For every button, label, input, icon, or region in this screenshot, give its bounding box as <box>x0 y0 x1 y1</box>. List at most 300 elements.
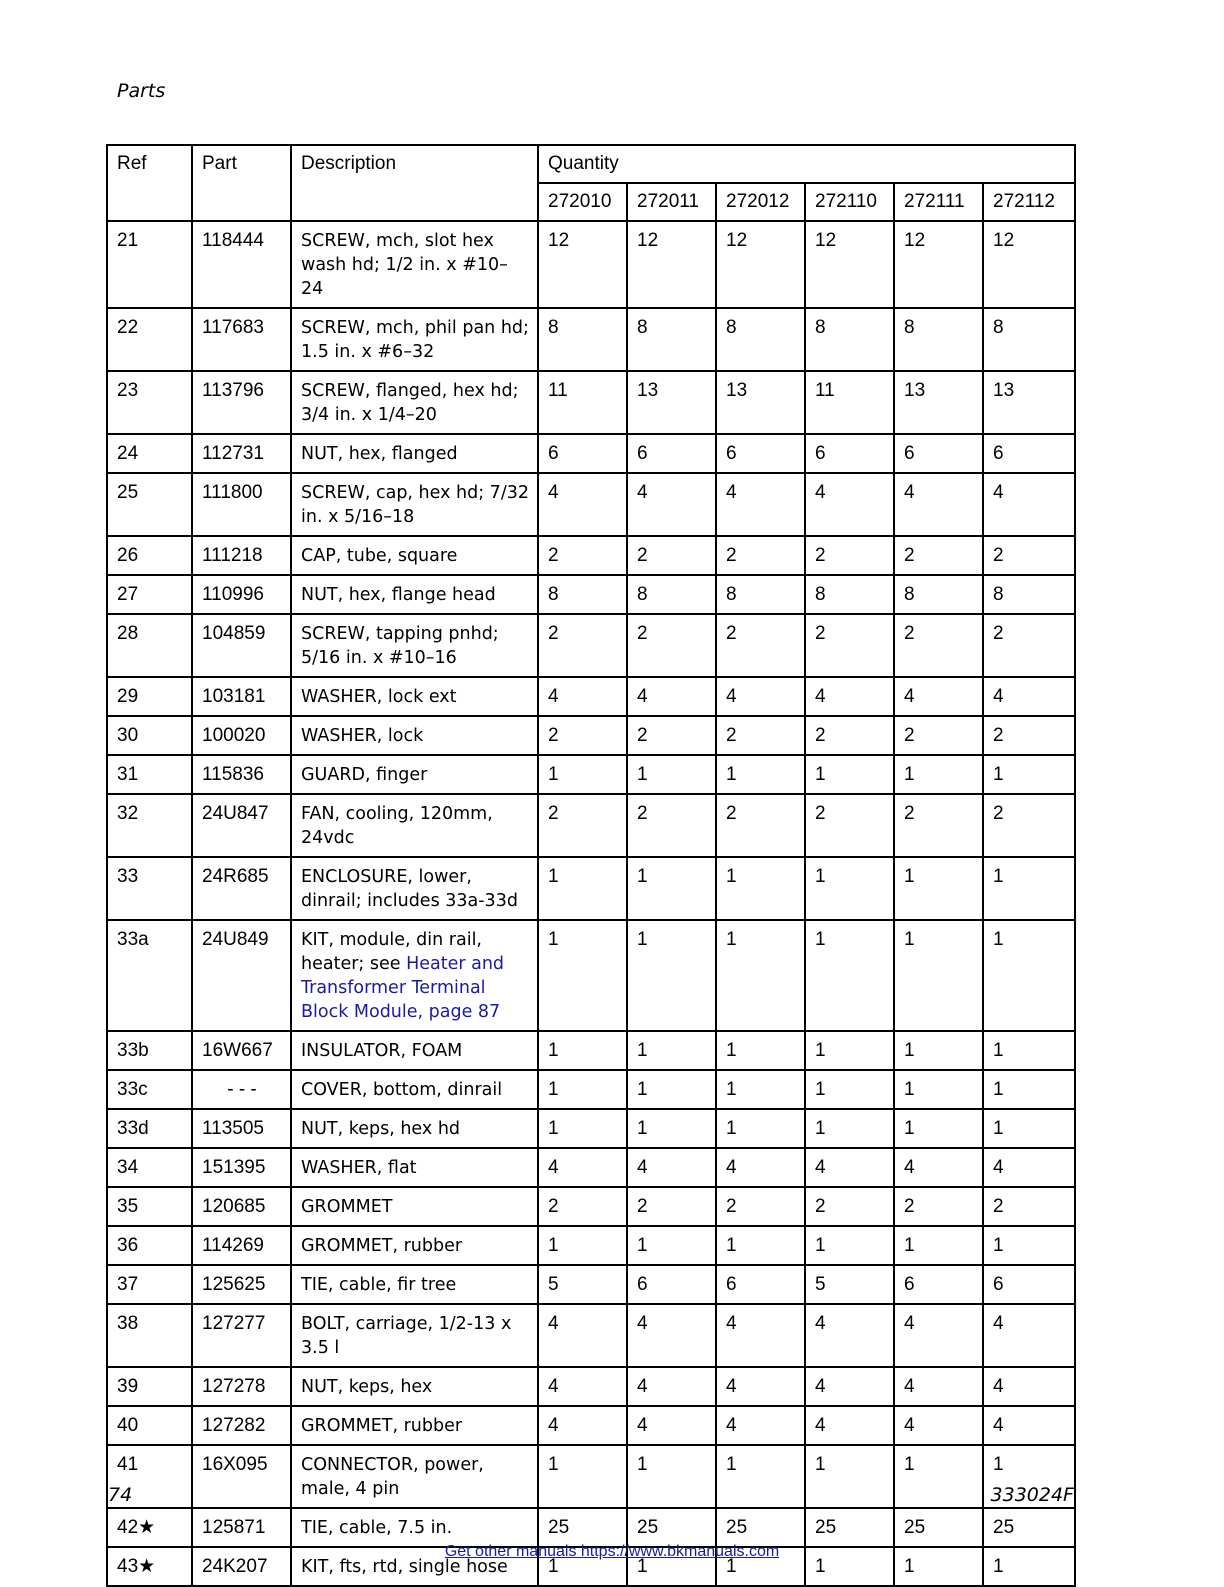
quantity-cell: 5 <box>538 1265 627 1304</box>
ref-cell: 21 <box>107 221 192 308</box>
quantity-cell: 1 <box>627 1031 716 1070</box>
ref-cell: 33d <box>107 1109 192 1148</box>
quantity-cell: 1 <box>716 1445 805 1508</box>
quantity-cell: 8 <box>983 308 1075 371</box>
quantity-cell: 6 <box>627 434 716 473</box>
part-cell: 24U849 <box>192 920 291 1031</box>
ref-cell: 31 <box>107 755 192 794</box>
quantity-cell: 2 <box>805 614 894 677</box>
quantity-cell: 2 <box>983 614 1075 677</box>
quantity-cell: 1 <box>894 920 983 1031</box>
quantity-cell: 2 <box>716 1187 805 1226</box>
ref-cell: 37 <box>107 1265 192 1304</box>
quantity-cell: 2 <box>716 536 805 575</box>
quantity-cell: 1 <box>716 1031 805 1070</box>
part-cell: 112731 <box>192 434 291 473</box>
quantity-cell: 2 <box>538 1187 627 1226</box>
ref-cell: 27 <box>107 575 192 614</box>
table-row <box>107 1070 1075 1109</box>
table-row <box>107 1148 1075 1187</box>
quantity-cell: 11 <box>538 371 627 434</box>
ref-cell: 24 <box>107 434 192 473</box>
quantity-cell: 2 <box>805 794 894 857</box>
quantity-cell: 4 <box>894 1148 983 1187</box>
quantity-cell: 2 <box>716 614 805 677</box>
quantity-cell: 4 <box>627 1367 716 1406</box>
quantity-cell: 2 <box>538 614 627 677</box>
footer-link[interactable]: Get other manuals https://www.bkmanuals.com <box>444 1543 780 1560</box>
quantity-cell: 2 <box>627 716 716 755</box>
description-text: SCREW, flanged, hex hd; 3/4 in. x 1/4–20 <box>301 381 519 425</box>
part-cell: 113796 <box>192 371 291 434</box>
description-cell <box>291 1304 538 1367</box>
quantity-cell: 12 <box>983 221 1075 308</box>
cross-reference-link[interactable]: Heater and Transformer Terminal Block Module, page 87 <box>301 954 505 1022</box>
description-text: SCREW, tapping pnhd; 5/16 in. x #10–16 <box>301 624 499 668</box>
quantity-cell: 4 <box>538 1406 627 1445</box>
part-cell: 24K207 <box>192 1547 291 1586</box>
part-cell: 100020 <box>192 716 291 755</box>
part-cell: 125871 <box>192 1508 291 1547</box>
quantity-cell: 13 <box>716 371 805 434</box>
description-text: SCREW, mch, phil pan hd; 1.5 in. x #6–32 <box>301 318 529 362</box>
quantity-cell: 1 <box>983 1031 1075 1070</box>
table-row <box>107 221 1075 308</box>
description-cell <box>291 857 538 920</box>
quantity-cell: 4 <box>627 1148 716 1187</box>
quantity-cell: 6 <box>805 434 894 473</box>
quantity-cell: 4 <box>627 677 716 716</box>
quantity-cell: 1 <box>894 1070 983 1109</box>
quantity-cell: 1 <box>538 1226 627 1265</box>
quantity-cell: 25 <box>538 1508 627 1547</box>
ref-cell: 39 <box>107 1367 192 1406</box>
quantity-cell: 1 <box>983 1445 1075 1508</box>
quantity-cell: 4 <box>627 473 716 536</box>
quantity-cell: 2 <box>805 1187 894 1226</box>
quantity-cell: 2 <box>894 1187 983 1226</box>
quantity-cell: 2 <box>805 716 894 755</box>
quantity-cell: 25 <box>805 1508 894 1547</box>
description-text: GUARD, finger <box>301 765 428 785</box>
header-model: 272010 <box>538 183 627 221</box>
part-cell: 110996 <box>192 575 291 614</box>
quantity-cell: 1 <box>627 1226 716 1265</box>
description-text: SCREW, cap, hex hd; 7/32 in. x 5/16–18 <box>301 483 529 527</box>
description-text: FAN, cooling, 120mm, 24vdc <box>301 804 493 848</box>
table-row <box>107 755 1075 794</box>
quantity-cell: 2 <box>538 794 627 857</box>
quantity-cell: 1 <box>716 755 805 794</box>
quantity-cell: 1 <box>716 857 805 920</box>
part-cell: 24R685 <box>192 857 291 920</box>
description-cell <box>291 371 538 434</box>
table-row <box>107 1265 1075 1304</box>
quantity-cell: 8 <box>894 575 983 614</box>
quantity-cell: 1 <box>716 920 805 1031</box>
part-cell: 118444 <box>192 221 291 308</box>
quantity-cell: 12 <box>805 221 894 308</box>
quantity-cell: 2 <box>627 536 716 575</box>
quantity-cell: 13 <box>983 371 1075 434</box>
description-text: ENCLOSURE, lower, dinrail; includes 33a-33d <box>301 867 518 911</box>
quantity-cell: 2 <box>894 794 983 857</box>
parts-body <box>107 221 1075 1586</box>
quantity-cell: 8 <box>805 308 894 371</box>
quantity-cell: 2 <box>538 536 627 575</box>
description-cell <box>291 308 538 371</box>
quantity-cell: 2 <box>627 614 716 677</box>
quantity-cell: 1 <box>983 1226 1075 1265</box>
part-cell: 117683 <box>192 308 291 371</box>
quantity-cell: 1 <box>538 1031 627 1070</box>
description-cell <box>291 755 538 794</box>
quantity-cell: 1 <box>894 755 983 794</box>
description-text: BOLT, carriage, 1/2-13 x 3.5 l <box>301 1314 512 1358</box>
description-text: KIT, module, din rail, heater; see <box>301 930 482 974</box>
quantity-cell: 4 <box>716 473 805 536</box>
quantity-cell: 2 <box>983 716 1075 755</box>
description-cell <box>291 920 538 1031</box>
table-row <box>107 857 1075 920</box>
table-row <box>107 677 1075 716</box>
quantity-cell: 6 <box>983 434 1075 473</box>
description-cell <box>291 1109 538 1148</box>
quantity-cell: 2 <box>805 536 894 575</box>
quantity-cell: 1 <box>538 1547 627 1586</box>
part-cell: 127278 <box>192 1367 291 1406</box>
ref-cell: 33a <box>107 920 192 1031</box>
quantity-cell: 4 <box>894 1304 983 1367</box>
quantity-cell: 4 <box>538 677 627 716</box>
quantity-cell: 2 <box>983 794 1075 857</box>
description-cell <box>291 1406 538 1445</box>
quantity-cell: 4 <box>805 1406 894 1445</box>
description-cell <box>291 614 538 677</box>
quantity-cell: 4 <box>716 1406 805 1445</box>
quantity-cell: 6 <box>716 1265 805 1304</box>
quantity-cell: 1 <box>805 1031 894 1070</box>
part-cell: 125625 <box>192 1265 291 1304</box>
quantity-cell: 4 <box>805 677 894 716</box>
part-cell: 151395 <box>192 1148 291 1187</box>
quantity-cell: 1 <box>983 920 1075 1031</box>
part-cell: 114269 <box>192 1226 291 1265</box>
description-text: NUT, keps, hex <box>301 1377 433 1397</box>
quantity-cell: 12 <box>716 221 805 308</box>
part-cell: 115836 <box>192 755 291 794</box>
description-text: CONNECTOR, power, male, 4 pin <box>301 1455 484 1499</box>
description-text: WASHER, lock <box>301 726 424 746</box>
header-model: 272012 <box>716 183 805 221</box>
quantity-cell: 25 <box>983 1508 1075 1547</box>
quantity-cell: 2 <box>538 716 627 755</box>
quantity-cell: 4 <box>805 1367 894 1406</box>
description-text: GROMMET, rubber <box>301 1236 463 1256</box>
ref-cell: 36 <box>107 1226 192 1265</box>
quantity-cell: 4 <box>805 473 894 536</box>
quantity-cell: 1 <box>805 857 894 920</box>
quantity-cell: 4 <box>538 1367 627 1406</box>
part-cell: 111218 <box>192 536 291 575</box>
table-row <box>107 1445 1075 1508</box>
quantity-cell: 6 <box>538 434 627 473</box>
quantity-cell: 4 <box>983 473 1075 536</box>
quantity-cell: 6 <box>894 1265 983 1304</box>
doc-number: 333024F <box>990 1484 1074 1506</box>
part-cell: 127277 <box>192 1304 291 1367</box>
quantity-cell: 2 <box>983 536 1075 575</box>
quantity-cell: 13 <box>894 371 983 434</box>
ref-cell: 38 <box>107 1304 192 1367</box>
description-text: TIE, cable, 7.5 in. <box>301 1518 453 1538</box>
quantity-cell: 1 <box>894 1445 983 1508</box>
quantity-cell: 4 <box>894 1406 983 1445</box>
quantity-cell: 1 <box>538 755 627 794</box>
table-row <box>107 716 1075 755</box>
header-model: 272112 <box>983 183 1075 221</box>
quantity-cell: 4 <box>627 1304 716 1367</box>
table-row <box>107 371 1075 434</box>
quantity-cell: 1 <box>627 857 716 920</box>
quantity-cell: 4 <box>538 1148 627 1187</box>
quantity-cell: 1 <box>983 1547 1075 1586</box>
description-text: GROMMET, rubber <box>301 1416 463 1436</box>
description-text: GROMMET <box>301 1197 393 1217</box>
header-model: 272110 <box>805 183 894 221</box>
description-cell <box>291 1445 538 1508</box>
description-text: COVER, bottom, dinrail <box>301 1080 503 1100</box>
header-model: 272011 <box>627 183 716 221</box>
description-cell <box>291 1187 538 1226</box>
ref-cell: 41 <box>107 1445 192 1508</box>
description-cell <box>291 473 538 536</box>
table-row <box>107 473 1075 536</box>
quantity-cell: 1 <box>627 1445 716 1508</box>
quantity-cell: 2 <box>983 1187 1075 1226</box>
quantity-cell: 1 <box>805 920 894 1031</box>
quantity-cell: 1 <box>538 920 627 1031</box>
quantity-cell: 4 <box>894 473 983 536</box>
description-text: SCREW, mch, slot hex wash hd; 1/2 in. x #10–24 <box>301 231 508 299</box>
quantity-cell: 1 <box>805 1109 894 1148</box>
ref-cell: 33 <box>107 857 192 920</box>
ref-cell: 42★ <box>107 1508 192 1547</box>
ref-cell: 23 <box>107 371 192 434</box>
description-text: TIE, cable, fir tree <box>301 1275 457 1295</box>
quantity-cell: 1 <box>538 857 627 920</box>
description-cell <box>291 575 538 614</box>
quantity-cell: 4 <box>894 677 983 716</box>
table-row <box>107 1508 1075 1547</box>
page-number: 74 <box>108 1484 133 1506</box>
quantity-cell: 1 <box>538 1109 627 1148</box>
quantity-cell: 1 <box>805 1547 894 1586</box>
quantity-cell: 1 <box>716 1226 805 1265</box>
ref-cell: 35 <box>107 1187 192 1226</box>
quantity-cell: 1 <box>716 1547 805 1586</box>
quantity-cell: 5 <box>805 1265 894 1304</box>
quantity-cell: 1 <box>716 1070 805 1109</box>
quantity-cell: 1 <box>805 1226 894 1265</box>
quantity-cell: 8 <box>983 575 1075 614</box>
quantity-cell: 4 <box>716 1367 805 1406</box>
quantity-cell: 8 <box>538 575 627 614</box>
quantity-cell: 1 <box>894 1226 983 1265</box>
quantity-cell: 8 <box>894 308 983 371</box>
quantity-cell: 12 <box>538 221 627 308</box>
quantity-cell: 12 <box>627 221 716 308</box>
quantity-cell: 2 <box>894 614 983 677</box>
table-row <box>107 1187 1075 1226</box>
quantity-cell: 1 <box>538 1445 627 1508</box>
ref-cell: 22 <box>107 308 192 371</box>
quantity-cell: 8 <box>805 575 894 614</box>
part-cell: 120685 <box>192 1187 291 1226</box>
table-row <box>107 1226 1075 1265</box>
quantity-cell: 4 <box>538 1304 627 1367</box>
table-row <box>107 1109 1075 1148</box>
quantity-cell: 25 <box>716 1508 805 1547</box>
quantity-cell: 1 <box>983 857 1075 920</box>
description-text: KIT, fts, rtd, single hose <box>301 1557 508 1577</box>
table-row <box>107 308 1075 371</box>
quantity-cell: 4 <box>716 677 805 716</box>
header-row <box>107 145 1075 183</box>
description-cell <box>291 1148 538 1187</box>
ref-cell: 40 <box>107 1406 192 1445</box>
quantity-cell: 6 <box>716 434 805 473</box>
quantity-cell: 8 <box>716 308 805 371</box>
description-cell <box>291 221 538 308</box>
quantity-cell: 1 <box>894 1031 983 1070</box>
quantity-cell: 4 <box>716 1148 805 1187</box>
quantity-cell: 4 <box>716 1304 805 1367</box>
header-ref: Ref <box>107 145 192 221</box>
description-cell <box>291 1070 538 1109</box>
description-cell <box>291 434 538 473</box>
quantity-cell: 1 <box>805 1445 894 1508</box>
quantity-cell: 8 <box>716 575 805 614</box>
header-model: 272111 <box>894 183 983 221</box>
quantity-cell: 1 <box>627 1109 716 1148</box>
header-description: Description <box>291 145 538 221</box>
description-text: NUT, hex, flanged <box>301 444 458 464</box>
quantity-cell: 1 <box>805 1070 894 1109</box>
quantity-cell: 1 <box>805 755 894 794</box>
quantity-cell: 1 <box>894 857 983 920</box>
table-row <box>107 614 1075 677</box>
quantity-cell: 1 <box>627 920 716 1031</box>
part-cell: - - - <box>192 1070 291 1109</box>
quantity-cell: 4 <box>805 1148 894 1187</box>
ref-cell: 28 <box>107 614 192 677</box>
quantity-cell: 12 <box>894 221 983 308</box>
ref-cell: 30 <box>107 716 192 755</box>
quantity-cell: 4 <box>538 473 627 536</box>
table-row <box>107 1304 1075 1367</box>
quantity-cell: 4 <box>983 1406 1075 1445</box>
description-text: WASHER, lock ext <box>301 687 457 707</box>
ref-cell: 32 <box>107 794 192 857</box>
table-row <box>107 434 1075 473</box>
quantity-cell: 13 <box>627 371 716 434</box>
description-cell <box>291 716 538 755</box>
description-cell <box>291 794 538 857</box>
part-cell: 24U847 <box>192 794 291 857</box>
description-text: INSULATOR, FOAM <box>301 1041 463 1061</box>
table-row <box>107 575 1075 614</box>
ref-cell: 29 <box>107 677 192 716</box>
description-cell <box>291 1226 538 1265</box>
ref-cell: 33b <box>107 1031 192 1070</box>
quantity-cell: 1 <box>983 1109 1075 1148</box>
quantity-cell: 4 <box>983 1148 1075 1187</box>
table-row <box>107 920 1075 1031</box>
quantity-cell: 8 <box>627 575 716 614</box>
quantity-cell: 2 <box>894 716 983 755</box>
header-quantity: Quantity <box>538 145 1075 183</box>
ref-cell: 34 <box>107 1148 192 1187</box>
table-row <box>107 536 1075 575</box>
description-cell <box>291 536 538 575</box>
quantity-cell: 1 <box>894 1109 983 1148</box>
description-cell <box>291 677 538 716</box>
part-cell: 104859 <box>192 614 291 677</box>
quantity-cell: 4 <box>983 1304 1075 1367</box>
quantity-cell: 1 <box>538 1070 627 1109</box>
quantity-cell: 1 <box>627 1547 716 1586</box>
part-cell: 16X095 <box>192 1445 291 1508</box>
quantity-cell: 2 <box>716 794 805 857</box>
part-cell: 103181 <box>192 677 291 716</box>
quantity-cell: 1 <box>983 755 1075 794</box>
table-row <box>107 1031 1075 1070</box>
part-cell: 111800 <box>192 473 291 536</box>
quantity-cell: 6 <box>627 1265 716 1304</box>
ref-cell: 43★ <box>107 1547 192 1586</box>
description-text: NUT, keps, hex hd <box>301 1119 461 1139</box>
quantity-cell: 6 <box>983 1265 1075 1304</box>
ref-cell: 33c <box>107 1070 192 1109</box>
description-cell <box>291 1367 538 1406</box>
quantity-cell: 4 <box>983 677 1075 716</box>
quantity-cell: 2 <box>627 1187 716 1226</box>
description-text: NUT, hex, flange head <box>301 585 496 605</box>
quantity-cell: 2 <box>716 716 805 755</box>
description-cell <box>291 1031 538 1070</box>
description-cell <box>291 1265 538 1304</box>
table-row <box>107 1406 1075 1445</box>
quantity-cell: 1 <box>627 755 716 794</box>
description-text: WASHER, flat <box>301 1158 417 1178</box>
ref-cell: 25 <box>107 473 192 536</box>
quantity-cell: 8 <box>538 308 627 371</box>
quantity-cell: 1 <box>983 1070 1075 1109</box>
quantity-cell: 4 <box>894 1367 983 1406</box>
quantity-cell: 4 <box>805 1304 894 1367</box>
quantity-cell: 4 <box>983 1367 1075 1406</box>
description-text: CAP, tube, square <box>301 546 458 566</box>
quantity-cell: 8 <box>627 308 716 371</box>
parts-table <box>106 144 1076 1587</box>
quantity-cell: 1 <box>894 1547 983 1586</box>
section-title: Parts <box>117 80 166 102</box>
quantity-cell: 25 <box>627 1508 716 1547</box>
ref-cell: 26 <box>107 536 192 575</box>
quantity-cell: 6 <box>894 434 983 473</box>
description-cell <box>291 1508 538 1547</box>
